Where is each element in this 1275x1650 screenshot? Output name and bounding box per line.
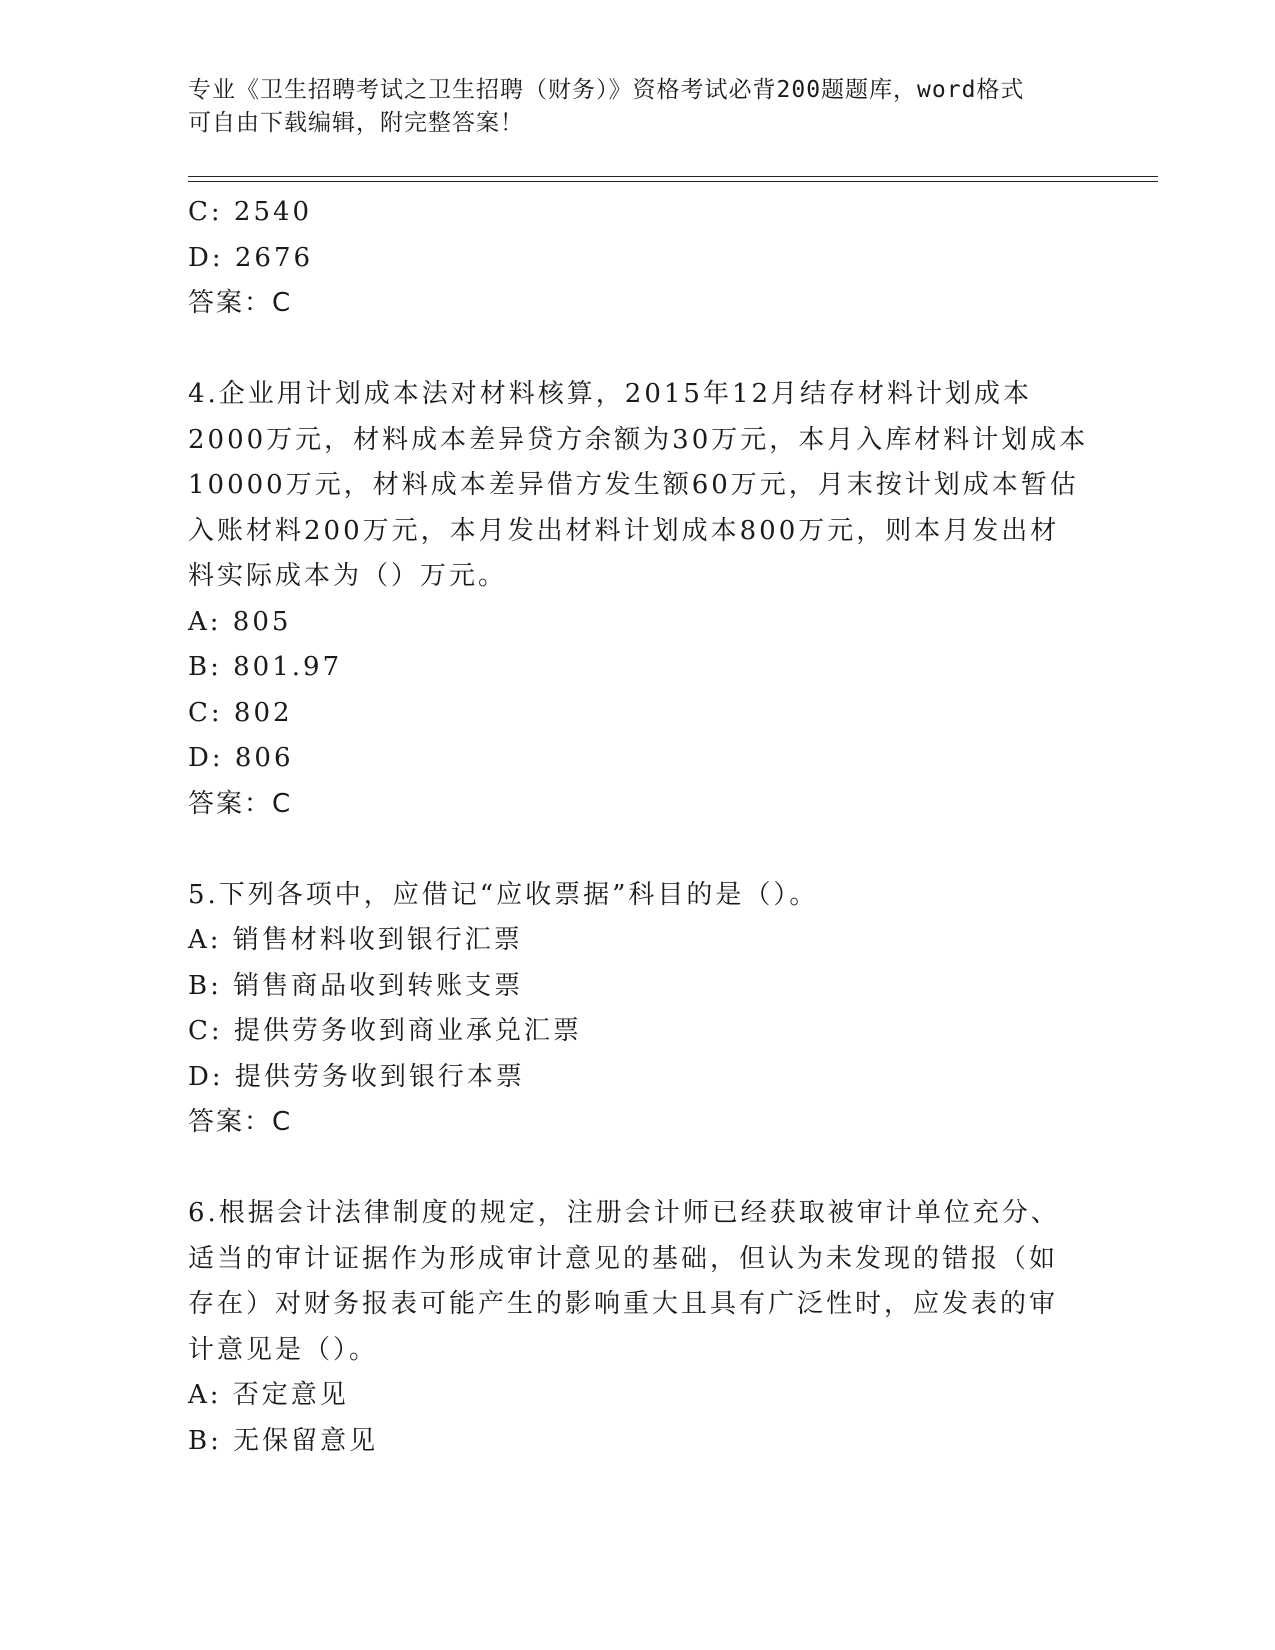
header-title-line-2: 可自由下载编辑，附完整答案！ — [188, 110, 524, 136]
q6-stem-line: 6.根据会计法律制度的规定，注册会计师已经获取被审计单位充分、 — [188, 1198, 1060, 1228]
q4-option-d: D: 806 — [188, 743, 294, 773]
q3-option-d: D: 2676 — [188, 242, 314, 273]
q5-option-d: D: 提供劳务收到银行本票 — [188, 1061, 525, 1092]
q3-option-c: C: 2540 — [188, 197, 313, 227]
q4-option-a: A: 805 — [188, 606, 292, 637]
q6-stem-line: 计意见是（）。 — [188, 1334, 379, 1365]
q5-stem: 5.下列各项中，应借记“应收票据”科目的是（）。 — [188, 879, 819, 910]
q5-answer: 答案：C — [188, 1107, 293, 1137]
document-header — [188, 74, 1088, 140]
header-title-line-1: 专业《卫生招聘考试之卫生招聘（财务）》资格考试必背200题题库，word格式 — [188, 77, 1025, 103]
q4-option-b: B: 801.97 — [188, 652, 343, 682]
q4-stem-line: 10000万元，材料成本差异借方发生额60万元，月末按计划成本暂估 — [188, 470, 1079, 500]
q4-stem-line: 2000万元，材料成本差异贷方余额为30万元，本月入库材料计划成本 — [188, 424, 1089, 455]
q5-option-b: B: 销售商品收到转账支票 — [188, 970, 524, 1001]
q4-answer: 答案：C — [188, 788, 293, 819]
q5-option-c: C: 提供劳务收到商业承兑汇票 — [188, 1016, 582, 1046]
spacer — [188, 827, 1088, 873]
q6-stem-line: 适当的审计证据作为形成审计意见的基础，但认为未发现的错报（如 — [188, 1243, 1059, 1274]
spacer — [188, 1146, 1088, 1192]
q4-stem-line: 4.企业用计划成本法对材料核算，2015年12月结存材料计划成本 — [188, 379, 1033, 409]
q6-option-a: A: 否定意见 — [188, 1380, 349, 1410]
q3-answer: 答案：C — [188, 288, 293, 318]
q6-option-b: B: 无保留意见 — [188, 1425, 379, 1456]
q4-option-c: C: 802 — [188, 697, 293, 728]
header-rule-top — [188, 176, 1158, 177]
q5-option-a: A: 销售材料收到银行汇票 — [188, 925, 523, 955]
q4-stem-line: 料实际成本为（）万元。 — [188, 561, 508, 591]
spacer — [188, 327, 1088, 373]
question-content — [188, 190, 1088, 1464]
header-rule-bottom — [188, 181, 1158, 182]
q4-stem-line: 入账材料200万元，本月发出材料计划成本800万元，则本月发出材 — [188, 515, 1060, 546]
q6-stem-line: 存在）对财务报表可能产生的影响重大且具有广泛性时，应发表的审 — [188, 1289, 1059, 1319]
